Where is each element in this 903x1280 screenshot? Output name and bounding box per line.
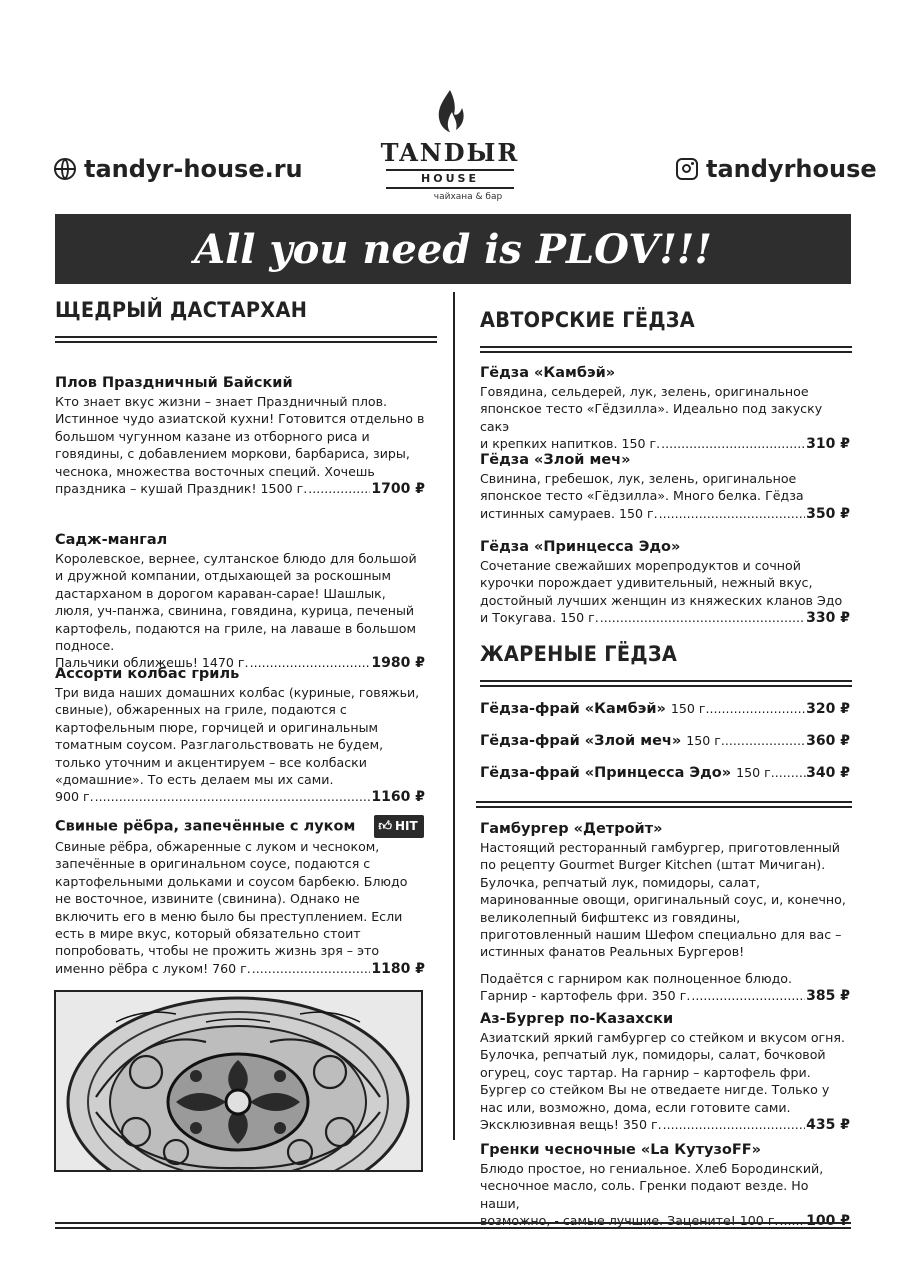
- item-name: Свиные рёбра, запечённые с луком: [55, 818, 356, 835]
- item-weight: возможно, - самые лучшие. Зацените! 100 г.: [480, 1213, 779, 1229]
- item-name: Гёдза «Принцесса Эдо»: [480, 539, 681, 555]
- item-weight: 150 г.: [686, 733, 725, 748]
- item-price: 100 ₽: [806, 1213, 850, 1230]
- section-author-gyoza: [480, 308, 850, 353]
- item-weight: 150 г.: [736, 765, 775, 780]
- instagram-icon: [676, 158, 698, 180]
- item-weight: истинных самураев. 150 г.: [480, 505, 658, 521]
- section-fried-gyoza: [480, 642, 850, 687]
- instagram-text: tandyrhouse: [706, 155, 877, 183]
- section-title: ЩЕДРЫЙ ДАСТАРХАН: [55, 298, 308, 322]
- item-desc: Сочетание свежайших морепродуктов и сочной курочки порождает удивительный, нежный вкус, достойный лучших женщин из княжеских кланов Эдо: [480, 558, 843, 608]
- section-title: АВТОРСКИЕ ГЁДЗА: [480, 308, 696, 332]
- logo-tagline: чайхана & бар: [433, 192, 503, 202]
- menu-item: [480, 1141, 850, 1230]
- menu-item: [480, 1010, 850, 1134]
- item-name: Плов Праздничный Байский: [55, 375, 293, 391]
- flame-icon: [370, 88, 530, 138]
- menu-item: [55, 374, 425, 498]
- item-weight: и Токугава. 150 г.: [480, 610, 599, 626]
- column-divider: [453, 292, 455, 1140]
- website-link[interactable]: [54, 155, 303, 183]
- item-price: 1980 ₽: [371, 655, 425, 672]
- menu-item: [480, 538, 850, 627]
- item-price: 385 ₽: [806, 988, 850, 1005]
- item-price: 320 ₽: [806, 701, 850, 717]
- hit-badge: [374, 815, 423, 838]
- item-desc: Настоящий ресторанный гамбургер, приготовленный по рецепту Gourmet Burger Kitchen (штат Мичиган). Булочка, репчатый лук, помидоры, салат, маринованные овощи, оригинальный соус, и, конечно, великолепный бифштекс из говядины, приготовленный нашим Шефом специально для вас – истинных фанатов Реальных Бургеров!: [480, 840, 846, 960]
- item-weight: 150 г.: [670, 701, 710, 716]
- item-name: Гамбургер «Детройт»: [480, 821, 663, 837]
- item-name: Гёдза «Камбэй»: [480, 365, 616, 381]
- logo-sub: HOUSE: [421, 172, 479, 185]
- item-desc: Азиатский яркий гамбургер со стейком и вкусом огня. Булочка, репчатый лук, помидоры, салат, бочковой огурец, соус тартар. На гарнир – картофель фри. Бургер со стейком Вы не отведаете нигде. Только у нас или, возможно, дома, если готовите сами.: [480, 1030, 845, 1115]
- fried-item: [480, 733, 850, 749]
- website-text: tandyr-house.ru: [84, 155, 303, 183]
- item-desc: Свиные рёбра, обжаренные с луком и чесноком, запечённые в оригинальном соусе, подаются с картофельными дольками и соусом барбекю. Блюдо не восточное, извините (свинина). Однако не включить его в меню было бы преступлением. Если есть в мире вкус, который обязательно стоит попробовать, чтобы не прожить жизнь зря – это: [55, 839, 408, 959]
- item-desc: Блюдо простое, но гениальное. Хлеб Бородинский, чесночное масло, соль. Гренки подают везде. Но наши,: [480, 1161, 824, 1211]
- item-price: 1160 ₽: [371, 789, 425, 806]
- plate-illustration: [54, 990, 423, 1172]
- item-weight: Эксклюзивная вещь! 350 г.: [480, 1117, 662, 1133]
- section-dastarkhan: [55, 298, 435, 343]
- item-name: Ассорти колбас гриль: [55, 666, 240, 682]
- item-desc: Королевское, вернее, султанское блюдо для большой и дружной компании, отдыхающей за роскошным дастарханом в дорогом караван-сарае! Шашлык, люля, уч-панжа, свинина, говядина, курица, печеный картофель, подаются на гриле, на лаваше в большом подносе.: [55, 551, 417, 654]
- section-rule: [476, 801, 852, 808]
- hit-badge-label: HIT: [394, 819, 418, 833]
- item-weight: именно рёбра с луком! 760 г.: [55, 960, 251, 976]
- item-price: 435 ₽: [806, 1117, 850, 1134]
- item-desc: Три вида наших домашних колбас (куриные, говяжьи, свиные), обжаренных на гриле, подаются с картофельным пюре, горчицей и оригинальным томатным соусом. Разглагольствовать не будем, только уточним и акцентируем – все колбаски «домашние». То есть делаем мы их сами.: [55, 685, 420, 788]
- item-name: Гёдза «Злой меч»: [480, 452, 631, 468]
- menu-item: [55, 531, 425, 672]
- item-name: Гёдза-фрай «Злой меч»: [480, 733, 682, 749]
- thumbs-up-icon: 👍︎: [378, 819, 392, 834]
- item-name: Гёдза-фрай «Принцесса Эдо»: [480, 765, 732, 781]
- ornamental-plate-image: [56, 992, 421, 1170]
- menu-item: [55, 815, 425, 978]
- item-price: 340 ₽: [806, 765, 850, 781]
- item-weight: праздника – кушай Праздник! 1500 г.: [55, 481, 308, 497]
- menu-item: [55, 665, 425, 806]
- item-price: 1180 ₽: [371, 960, 425, 977]
- banner-text: All you need is PLOV!!!: [194, 225, 712, 273]
- item-price: 360 ₽: [806, 733, 850, 749]
- item-extra: Подаётся с гарниром как полноценное блюдо.: [480, 970, 793, 986]
- item-name: Гёдза-фрай «Камбэй»: [480, 701, 666, 717]
- item-desc: Кто знает вкус жизни – знает Праздничный плов. Истинное чудо азиатской кухни! Готовится отдельно в большом чугунном казане из отборного риса и говядины, с добавлением моркови, барбариса, зиры, чеснока, множества восточных специй. Хочешь: [55, 394, 425, 479]
- item-weight: 900 г.: [55, 789, 94, 805]
- fried-item: [480, 701, 850, 717]
- logo: [370, 88, 530, 202]
- globe-icon: [54, 158, 76, 180]
- item-weight: Пальчики оближешь! 1470 г.: [55, 655, 249, 671]
- item-name-row: [55, 815, 425, 838]
- banner: [55, 214, 851, 284]
- item-name: Садж-мангал: [55, 532, 168, 548]
- item-desc: Свинина, гребешок, лук, зелень, оригинальное японское тесто «Гёдзилла». Много белка. Гёдза: [480, 471, 804, 504]
- logo-word: TANDЫR: [380, 138, 520, 167]
- item-price: 310 ₽: [806, 436, 850, 453]
- instagram-link[interactable]: [676, 155, 877, 183]
- section-title: ЖАРЕНЫЕ ГЁДЗА: [480, 642, 678, 666]
- menu-item: [480, 364, 850, 453]
- item-weight: Гарнир - картофель фри. 350 г.: [480, 988, 691, 1004]
- item-name: Гренки чесночные «La КутузоFF»: [480, 1142, 762, 1158]
- item-desc: Говядина, сельдерей, лук, зелень, оригинальное японское тесто «Гёдзилла». Идеально под закуску сакэ: [480, 384, 823, 434]
- item-price: 330 ₽: [806, 610, 850, 627]
- menu-item: [480, 451, 850, 523]
- item-price: 1700 ₽: [371, 481, 425, 498]
- item-price: 350 ₽: [806, 505, 850, 522]
- fried-item: [480, 765, 850, 781]
- item-name: Аз-Бургер по-Казахски: [480, 1011, 674, 1027]
- bottom-rule: [55, 1222, 851, 1229]
- item-weight: и крепких напитков. 150 г.: [480, 436, 661, 452]
- menu-item: [480, 820, 850, 1005]
